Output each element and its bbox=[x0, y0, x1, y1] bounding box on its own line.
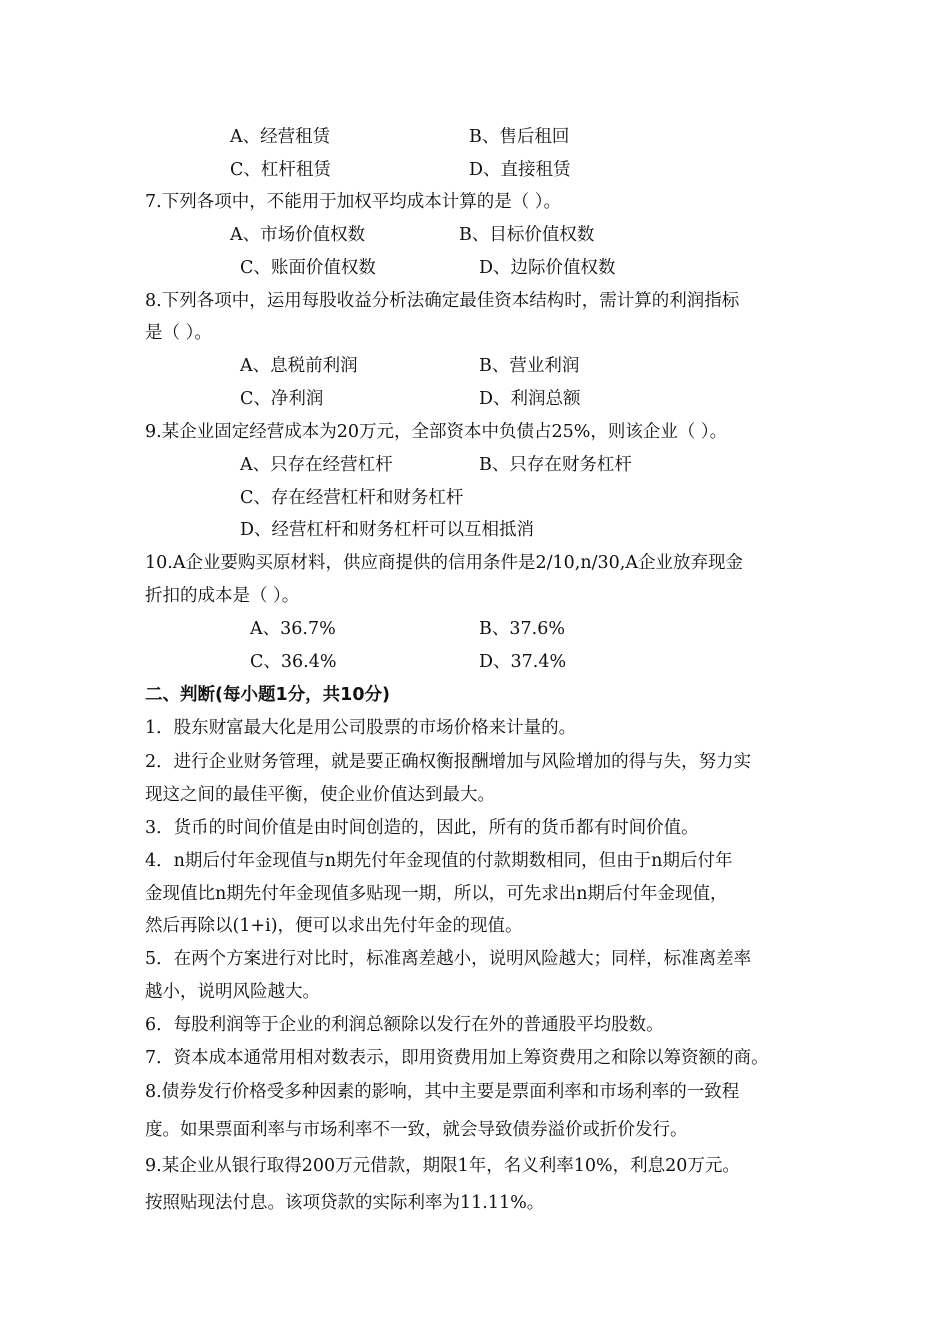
q6-option-b: B、售后租回 bbox=[469, 127, 570, 147]
q7-option-d: D、边际价值权数 bbox=[479, 258, 616, 278]
q10-option-d: D、37.4% bbox=[479, 652, 567, 672]
q8-option-b: B、营业利润 bbox=[479, 356, 580, 376]
section-2-heading: 二、判断(每小题1分，共10分) bbox=[145, 685, 391, 705]
q7-option-c: C、账面价值权数 bbox=[240, 258, 376, 278]
judge-3: 3．货币的时间价值是由时间创造的，因此，所有的货币都有时间价值。 bbox=[145, 818, 699, 838]
judge-9-line2: 按照贴现法付息。该项贷款的实际利率为11.11%。 bbox=[145, 1193, 545, 1213]
q6-option-d: D、直接租赁 bbox=[469, 160, 571, 180]
q6-option-c: C、杠杆租赁 bbox=[230, 160, 331, 180]
q7-option-b: B、目标价值权数 bbox=[459, 225, 595, 245]
q6-option-a: A、经营租赁 bbox=[230, 127, 331, 147]
q9-option-b: B、只存在财务杠杆 bbox=[479, 455, 632, 475]
q10-stem-line1: 10.A企业要购买原材料，供应商提供的信用条件是2/10,n/30,A企业放弃现金 bbox=[145, 553, 743, 573]
judge-4-line3: 然后再除以(1+i)，便可以求出先付年金的现值。 bbox=[145, 916, 523, 936]
q8-option-c: C、净利润 bbox=[240, 389, 324, 409]
q7-option-a: A、市场价值权数 bbox=[230, 225, 366, 245]
judge-8-line2: 度。如果票面利率与市场利率不一致，就会导致债券溢价或折价发行。 bbox=[145, 1120, 688, 1140]
q8-option-d: D、利润总额 bbox=[479, 389, 581, 409]
q9-option-d: D、经营杠杆和财务杠杆可以互相抵消 bbox=[240, 520, 535, 540]
q10-option-b: B、37.6% bbox=[479, 619, 565, 639]
q10-option-c: C、36.4% bbox=[250, 652, 337, 672]
q9-option-a: A、只存在经营杠杆 bbox=[240, 455, 393, 475]
judge-8-line1: 8.债券发行价格受多种因素的影响，其中主要是票面利率和市场利率的一致程 bbox=[145, 1082, 740, 1102]
q10-option-a: A、36.7% bbox=[250, 619, 336, 639]
judge-5-line2: 越小，说明风险越大。 bbox=[145, 982, 320, 1002]
q7-stem: 7.下列各项中，不能用于加权平均成本计算的是（ ）。 bbox=[145, 192, 562, 212]
q10-stem-line2: 折扣的成本是（ ）。 bbox=[145, 586, 300, 606]
q9-stem: 9.某企业固定经营成本为20万元，全部资本中负债占25%，则该企业（ ）。 bbox=[145, 422, 728, 442]
judge-6: 6．每股利润等于企业的利润总额除以发行在外的普通股平均股数。 bbox=[145, 1015, 664, 1035]
q8-stem-line1: 8.下列各项中，运用每股收益分析法确定最佳资本结构时，需计算的利润指标 bbox=[145, 291, 740, 311]
judge-4-line2: 金现值比n期先付年金现值多贴现一期，所以，可先求出n期后付年金现值， bbox=[145, 884, 728, 904]
judge-1: 1．股东财富最大化是用公司股票的市场价格来计量的。 bbox=[145, 718, 577, 738]
q9-option-c: C、存在经营杠杆和财务杠杆 bbox=[240, 488, 464, 508]
judge-2-line1: 2．进行企业财务管理，就是要正确权衡报酬增加与风险增加的得与失，努力实 bbox=[145, 752, 752, 772]
judge-4-line1: 4．n期后付年金现值与n期先付年金现值的付款期数相同，但由于n期后付年 bbox=[145, 851, 733, 871]
judge-5-line1: 5．在两个方案进行对比时，标准离差越小，说明风险越大；同样，标准离差率 bbox=[145, 949, 752, 969]
judge-2-line2: 现这之间的最佳平衡，使企业价值达到最大。 bbox=[145, 785, 495, 805]
judge-9-line1: 9.某企业从银行取得200万元借款，期限1年，名义利率10%，利息20万元。 bbox=[145, 1156, 740, 1176]
q8-option-a: A、息税前利润 bbox=[240, 356, 358, 376]
judge-7: 7．资本成本通常用相对数表示，即用资费用加上筹资费用之和除以筹资额的商。 bbox=[145, 1048, 769, 1068]
q8-stem-line2: 是（ ）。 bbox=[145, 323, 212, 343]
